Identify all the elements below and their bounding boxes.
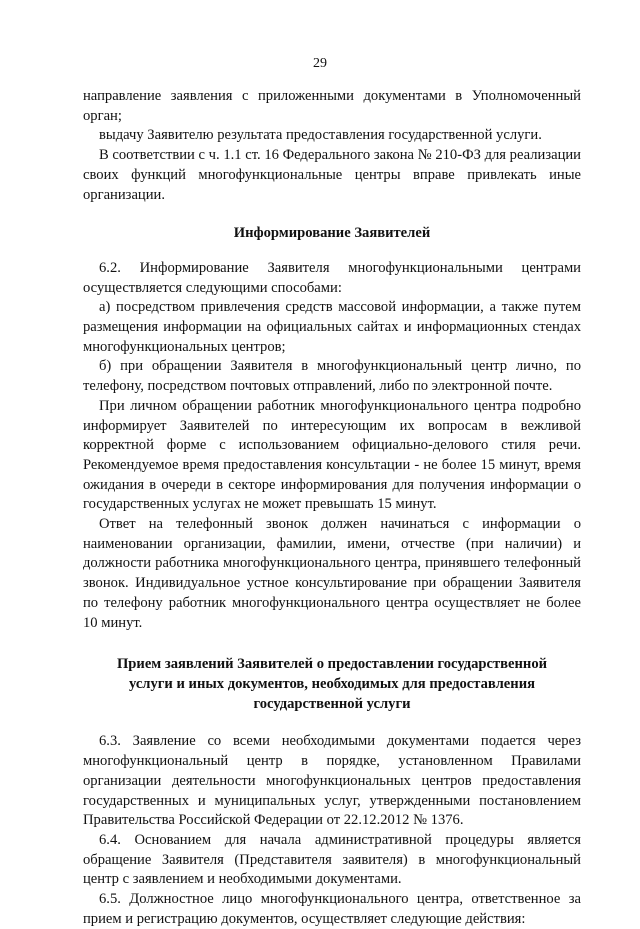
section-heading-informing: Информирование Заявителей [233, 225, 431, 242]
paragraph-6-3: 6.3. Заявление со всеми необходимыми документами подается через многофункциональный центр в порядке, установленном Правилами организации деятельности многофункциональных центров предоставления государственных и муниципальных услуг, утвержденными постановлением Правительства Российской Федерации от 22.12.2012 № 1376. [83, 733, 581, 829]
paragraph-federal-law: В соответствии с ч. 1.1 ст. 16 Федерального закона № 210-ФЗ для реализации своих функций многофункциональные центры вправе привлекать иные организации. [83, 147, 581, 203]
page-number: 29 [313, 56, 327, 71]
section-heading-line-2: услуги и иных документов, необходимых для предоставления [128, 675, 535, 692]
section-heading-line-3: государственной услуги [253, 695, 411, 712]
paragraph-6-4: 6.4. Основанием для начала административной процедуры является обращение Заявителя (Представителя заявителя) в многофункциональный центр с заявлением и необходимыми документами. [83, 831, 581, 888]
section-heading-line-1: Прием заявлений Заявителей о предоставлении государственной [116, 656, 548, 673]
paragraph-6-2: 6.2. Информирование Заявителя многофункциональными центрами осуществляется следующими способами: [83, 259, 581, 296]
paragraph-6-5: 6.5. Должностное лицо многофункционального центра, ответственное за прием и регистрацию документов, осуществляет следующие действия: [83, 891, 581, 927]
section-heading-applications [83, 655, 581, 714]
paragraph-issue-result: выдачу Заявителю результата предоставления государственной услуги. [99, 127, 542, 144]
paragraph-direction: направление заявления с приложенными документами в Уполномоченный орган; [83, 88, 581, 124]
paragraph-personal-visit: При личном обращении работник многофункционального центра подробно информирует Заявителей по интересующим их вопросам в вежливой корректной форме с использованием официально-делового стиля речи. Рекомендуемое время предоставления консультации - не более 15 минут, время ожидания в очереди в секторе информирования для получения информации о государственных услугах не может превышать 15 минут. [83, 397, 581, 513]
paragraph-item-a: а) посредством привлечения средств массовой информации, а также путем размещения информации на официальных сайтах и информационных стендах многофункциональных центров; [83, 299, 581, 355]
paragraph-item-b: б) при обращении Заявителя в многофункциональный центр лично, по телефону, посредством почтовых отправлений, либо по электронной почте. [83, 358, 581, 395]
document-body [83, 87, 581, 929]
paragraph-phone-call: Ответ на телефонный звонок должен начинаться с информации о наименовании организации, фамилии, имени, отчестве (при наличии) и должности работника многофункционального центра, принявшего телефонный звонок. Индивидуальное устное консультирование при обращении Заявителя по телефону работник многофункционального центра осуществляет не более 10 минут. [83, 516, 581, 631]
